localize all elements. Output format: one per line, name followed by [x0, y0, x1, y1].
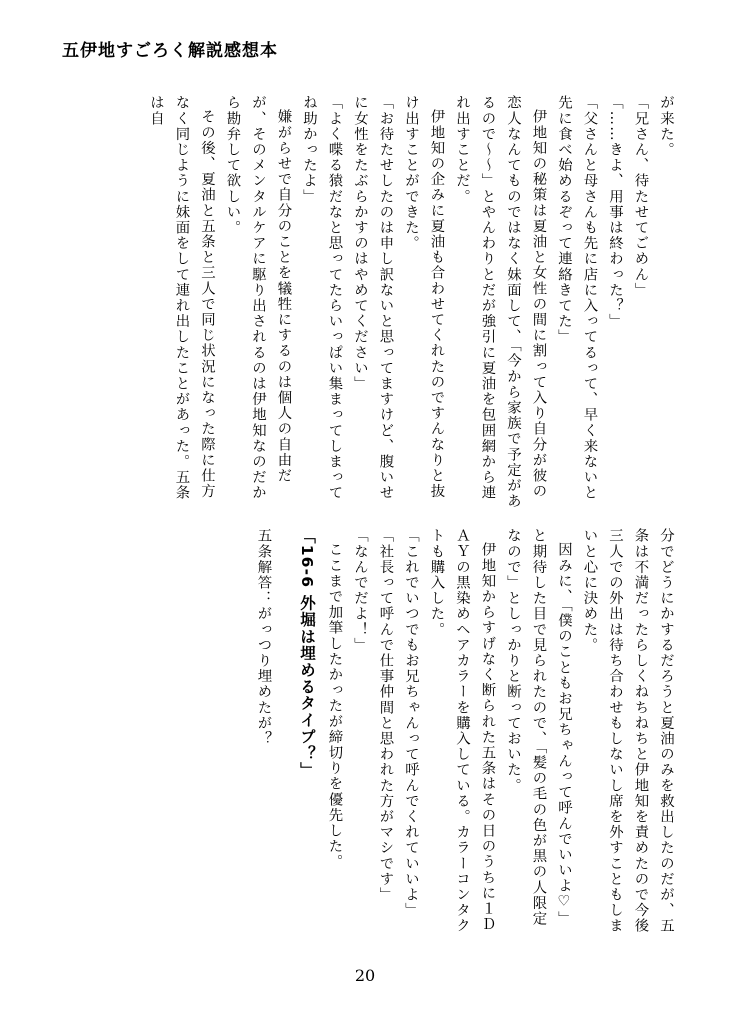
- dialogue-line: 「よく喋る猿だなと思ってたらいっぱい集まってしまってね助かったよ」: [301, 95, 343, 501]
- paragraph: 伊地知からすげなく断られた五条はその日のうちに１ＤＡＹの黒染めヘアカラーを購入している。カラーコンタクトも購入した。: [428, 528, 496, 934]
- dialogue-line: 「なんでだよ！」: [352, 528, 368, 653]
- lower-text-block: [106, 528, 678, 938]
- paragraph: 伊地知の秘策は夏油と女性の間に割って入り自分が彼の恋人なんてものではなく妹面して、「今から家族で予定があるので〜〜」とやんわりとだが強引に夏油を包囲網から連れ出すことだ。: [454, 95, 547, 509]
- paragraph: 分でどうにかするだろうと夏油のみを救出したのだが、五条は不満だったらしくねちねちと伊地知を責めたので今後三人での外出は待ち合わせもしないし席を外すこともしまいと心に決めた。: [581, 528, 674, 934]
- dialogue-line: 「社長って呼んで仕事仲間と思われた方がマシです」: [377, 528, 394, 903]
- paragraph: ここまで加筆したかったが締切りを優先した。: [326, 542, 343, 870]
- dialogue-line: 「父さんと母さんも先に店に入ってるって、早く来ないと先に食べ始めるぞって連絡きてた」: [556, 95, 598, 501]
- paragraph: 伊地知の企みに夏油も合わせてくれたのですんなりと抜け出すことができた。: [403, 95, 445, 500]
- paragraph: その後、夏油と五条と三人で同じ状況になった際に仕方なく同じように妹面をして連れ出したことがあった。五条は自: [148, 95, 215, 501]
- paragraph: が来た。: [658, 95, 674, 158]
- page-title: 五伊地すごろく解説感想本: [62, 41, 278, 61]
- paragraph: 嫌がらせで自分のことを犠牲にするのは個人の自由だが、そのメンタルケアに駆り出されるのは伊地知なのだから勘弁して欲しい。: [224, 95, 292, 501]
- dialogue-line: 「これでいつでもお兄ちゃんって呼んでくれていいよ」: [403, 528, 419, 918]
- answer-line: 五条解答：がっつり埋めたが？: [255, 528, 272, 747]
- upper-text-block: [106, 95, 678, 513]
- section-heading: 「16‐6 外堀は埋めるタイプ？」: [298, 528, 316, 779]
- paragraph: 因みに、「僕のこともお兄ちゃんって呼んでいいよ♡」と期待した目で見られたので、「髪の毛の色が黒の人限定なので」としっかりと断っておいた。: [505, 528, 572, 927]
- dialogue-line: 「お待たせしたのは申し訳ないと思ってますけど、腹いせに女性をたぶらかすのはやめてください」: [352, 95, 394, 501]
- page-number: 20: [354, 966, 376, 985]
- dialogue-line: 「兄さん、待たせてごめん」: [632, 95, 649, 298]
- dialogue-line: 「……きよ、用事は終わった？」: [607, 95, 623, 329]
